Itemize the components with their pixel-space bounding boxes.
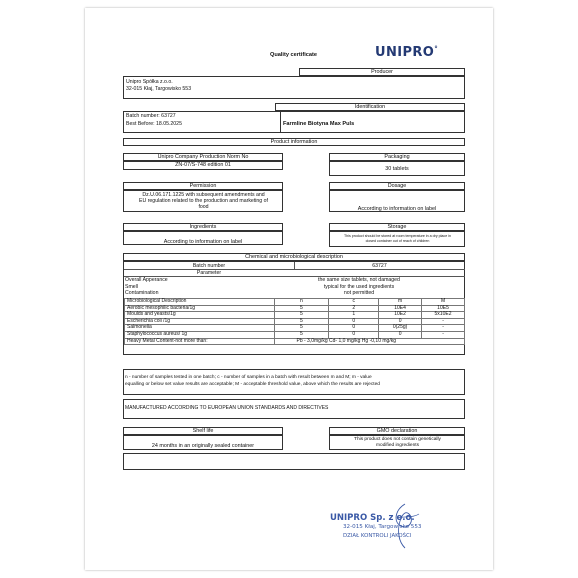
- micro-cell: 0: [379, 331, 422, 338]
- logo-text: UNIPRO: [375, 45, 435, 60]
- producer-box: [123, 76, 465, 99]
- heavy-metal-row: [125, 338, 465, 345]
- product-info-header: Product information: [123, 138, 465, 146]
- permission-box: [123, 190, 283, 212]
- micro-cell: 5: [274, 331, 329, 338]
- micro-cell: 2: [329, 305, 379, 312]
- stamp-line-2: 32-015 Kłaj, Targowisko 553: [343, 524, 422, 530]
- chem-box: [123, 261, 465, 355]
- permission-line-3: food: [198, 204, 209, 210]
- notes-box: [123, 369, 465, 395]
- packaging-header: Packaging: [329, 153, 465, 161]
- parameter-label: Parameter: [196, 269, 222, 276]
- micro-cell: 1: [329, 312, 379, 319]
- micro-cell: 5: [274, 325, 329, 332]
- chem-batch-label: Batch number: [192, 262, 226, 269]
- micro-cell: Staphylococcus aureus/ 1g: [125, 331, 275, 338]
- micro-cell: 0(25g): [379, 325, 422, 332]
- micro-cell: 5: [274, 312, 329, 319]
- ingredients-value: According to information on label: [123, 231, 283, 245]
- notes-line-1: n - number of samples tested in one batch; c - number of samples in a batch with result between m and M; m - value: [125, 375, 372, 380]
- logo-mark: °: [434, 45, 439, 53]
- notes-line-2: equalling or below set value results are acceptable; M - acceptable threshold value, above which the results are rejected: [125, 382, 380, 387]
- stamp-line-3: DZIAŁ KONTROLI JAKOŚCI: [343, 533, 412, 539]
- table-row: [125, 312, 465, 319]
- gmo-line-2: modified ingredients: [376, 443, 419, 448]
- identification-header: Identification: [275, 103, 465, 111]
- product-name: Farmline Biotyna Max Puls: [283, 121, 355, 127]
- micro-cell: Salmonella: [125, 325, 275, 332]
- micro-cell: 10E2: [379, 312, 422, 319]
- unipro-logo: [375, 45, 438, 60]
- contamination-value: not permitted: [343, 290, 375, 296]
- micro-header-c: c: [329, 299, 379, 306]
- certificate-title: Quality certificate: [270, 52, 317, 58]
- gmo-header: GMO declaration: [329, 427, 465, 435]
- micro-cell: 5: [274, 305, 329, 312]
- micro-cell: Moulds and yeasts/1g: [125, 312, 275, 319]
- gmo-line-1: This product does not contain genetically: [354, 437, 441, 442]
- micro-cell: -: [422, 331, 465, 338]
- producer-header: Producer: [299, 68, 465, 76]
- micro-cell: 0: [329, 318, 379, 325]
- permission-header: Permission: [123, 182, 283, 190]
- manufactured-text: MANUFACTURED ACCORDING TO EUROPEAN UNION STANDARDS AND DIRECTIVES: [125, 405, 329, 411]
- micro-cell: -: [422, 325, 465, 332]
- micro-header-m: m: [379, 299, 422, 306]
- producer-line-1: Unipro Spółka z.o.o.: [126, 79, 173, 85]
- micro-cell: 0: [329, 331, 379, 338]
- storage-line-2: closed container out of reach of children: [365, 239, 430, 243]
- certificate-page: [85, 8, 493, 570]
- micro-cell: 10E4: [379, 305, 422, 312]
- best-before: Best Before: 18.05.2025: [126, 121, 182, 127]
- norm-header: Unipro Company Production Norm No: [123, 153, 283, 161]
- smell-value: typical for the used ingredients: [323, 283, 395, 290]
- contamination-label: Contamination: [125, 290, 159, 296]
- heavy-metal-label: Heavy Metal Content-not more than:: [125, 338, 275, 345]
- micro-cell: Escherichia coli /1g: [125, 318, 275, 325]
- dosage-value: According to information on label: [329, 190, 465, 212]
- micro-cell: 5x10E2: [422, 312, 465, 319]
- micro-cell: 10E5: [422, 305, 465, 312]
- chem-header: Chemical and microbiological description: [123, 253, 465, 261]
- storage-line-1: This product should be stored at room temperature in a dry place in: [343, 234, 452, 238]
- micro-cell: -: [422, 318, 465, 325]
- norm-value: ZN-07/S-748 edition 01: [123, 161, 283, 170]
- gmo-box: [329, 435, 465, 450]
- identification-box: [123, 111, 465, 133]
- micro-header-M: M: [422, 299, 465, 306]
- shelf-header: Shelf life: [123, 427, 283, 435]
- bottom-empty-box: [123, 453, 465, 470]
- micro-cell: 0: [379, 318, 422, 325]
- producer-line-2: 32-015 Kłaj, Targowisko 553: [126, 86, 192, 92]
- table-row: [125, 318, 465, 325]
- permission-line-1: Dz.U.06.171.1225 with subsequent amendments and: [142, 192, 265, 198]
- ingredients-header: Ingredients: [123, 223, 283, 231]
- smell-label: Smell: [125, 283, 138, 290]
- stamp-line-1: UNIPRO Sp. z o.o.: [330, 513, 415, 523]
- appearance-label: Overall Apperance: [125, 277, 168, 283]
- micro-cell: Aerobic mesophilic bacteria/1g: [125, 305, 275, 312]
- micro-header-n: n: [274, 299, 329, 306]
- dosage-header: Dosage: [329, 182, 465, 190]
- permission-line-2: EU regulation related to the production and marketing of: [139, 198, 268, 204]
- micro-cell: 0: [329, 325, 379, 332]
- batch-number: Batch number: 63727: [126, 113, 176, 119]
- manufactured-box: [123, 399, 465, 419]
- micro-header-desc: Microbiological Description: [125, 299, 275, 306]
- chem-batch-value: 63727: [372, 262, 387, 269]
- micro-cell: 5: [274, 318, 329, 325]
- heavy-metal-value: Pb - 3,0mg/kg Cd- 1,0 mg/kg Hg -0,10 mg/kg: [274, 338, 465, 345]
- micro-table: [124, 298, 465, 345]
- appearance-value: the same size tablets, not damaged: [318, 277, 400, 283]
- storage-header: Storage: [329, 223, 465, 231]
- storage-box: [329, 231, 465, 247]
- shelf-value: 24 months in an originally sealed container: [123, 435, 283, 450]
- packaging-value: 30 tablets: [329, 161, 465, 176]
- identification-divider: [280, 112, 281, 133]
- signature: [375, 500, 435, 550]
